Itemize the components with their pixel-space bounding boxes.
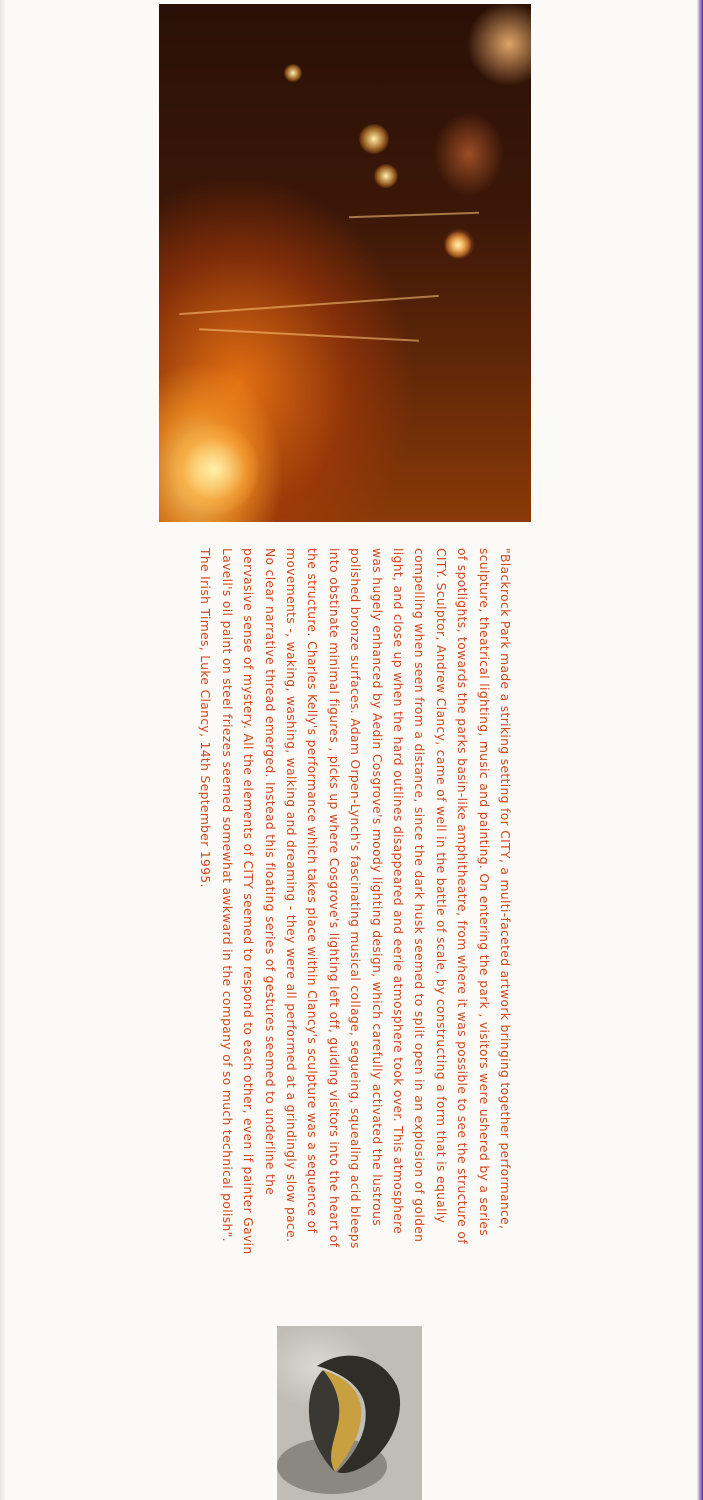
page-edge-right [697,0,703,1500]
light-streak [179,295,439,315]
light-streak [199,328,419,342]
light-glow [374,164,398,188]
light-glow [284,64,302,82]
light-glow [169,424,259,514]
sculpture-photo [277,1326,422,1500]
article-text: "Blackrock Park made a striking setting for CITY, a multi-faceted artwork bringing together performance, sculpture, theatrical lighting, music and painting. On entering the park , visitors were ushered by a series of spotlights, towards the parks basin-like amphitheatre, from where it was possible to see the structure of CITY. Sculptor, Andrew Clancy, came of well in the battle of scale, by constructing a form that is equally compelling when seen from a distance, since the dark husk seemed to split open in an explosion of golden light, and close up when the hard outlines disappeared and eerie atmosphere took over. This atmosphere was hugely enhanced by Aedin Cosgrove's moody lighting design, which carefully activated the lustrous polished bronze surfaces. Adam Orpen-Lynch's fascinating musical collage, segueing, squealing acid bleeps into obstinate minimal figures , picks up where Cosgrove's lighting left off, guiding visitors into the heart of the structure. Charles Kelly's performance which takes place within Clancy's sculpture was a sequence of movements -, waking, washing, walking and dreaming - they were all performed at a grindingly slow pace. No clear narrative thread emerged. Instead this floating series of gestures seemed to underline the pervasive sense of mystery. All the elements of CITY seemed to respond to each other, even if painter Gavin Lavell's oil paint on steel friezes seemed somewhat awkward in the company of so much technical polish". The Irish Times, Luke Clancy, 14th September 1995. [198,548,512,1255]
light-streak [349,212,479,219]
light-glow [359,124,389,154]
light-glow [445,232,471,258]
page-edge-left [0,0,6,1500]
sculpture-shape [277,1326,422,1500]
performance-photo [159,4,531,522]
